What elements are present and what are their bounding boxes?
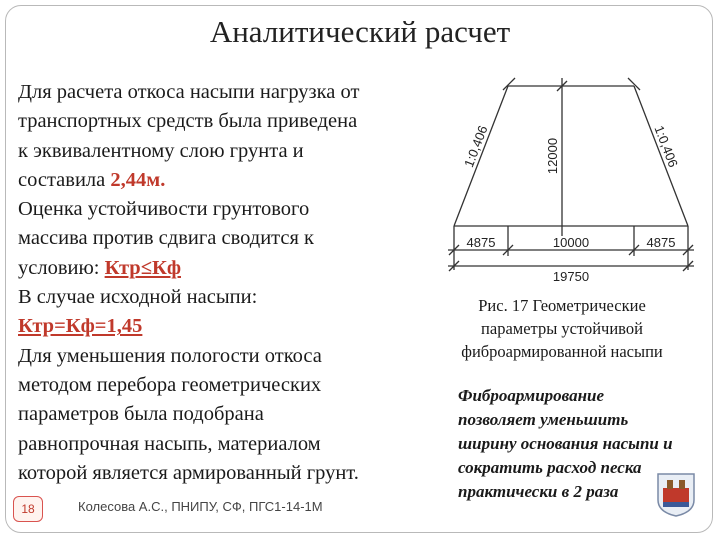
caption-line: Рис. 17 Геометрические xyxy=(478,296,646,315)
page-number: 18 xyxy=(13,496,43,522)
stability-condition: Ктр≤Кф xyxy=(104,256,181,279)
dim-label-right: 4875 xyxy=(646,235,676,250)
body-line: Для расчета откоса насыпи нагрузка от xyxy=(18,81,360,103)
body-line: Для уменьшения пологости откоса xyxy=(18,344,322,367)
footer-author: Колесова А.С., ПНИПУ, СФ, ПГС1-14-1М xyxy=(78,499,323,514)
university-logo-icon xyxy=(654,470,698,518)
body-line xyxy=(18,166,438,195)
body-line: В случае исходной насыпи: xyxy=(18,286,258,309)
body-line xyxy=(18,254,438,283)
dim-label-total: 19750 xyxy=(552,269,590,284)
body-line: параметров была подобрана xyxy=(18,403,264,426)
body-line: методом перебора геометрических xyxy=(18,373,322,396)
body-line xyxy=(18,312,438,341)
body-line-text: условию: xyxy=(18,256,105,279)
dim-label-left: 4875 xyxy=(466,235,496,250)
dim-tick xyxy=(503,78,515,90)
body-text xyxy=(18,78,438,488)
body-line: равнопрочная насыпь, материалом xyxy=(18,432,321,455)
right-slope-line xyxy=(634,86,688,226)
note-line: ширину основания насыпи и xyxy=(458,434,673,453)
caption-line: параметры устойчивой xyxy=(481,319,643,338)
dim-label-center: 10000 xyxy=(552,235,590,250)
note-line: сократить расход песка xyxy=(458,458,642,477)
slide-title: Аналитический расчет xyxy=(209,14,511,49)
body-line: к эквивалентному слою грунта и xyxy=(18,139,304,162)
load-value: 2,44м. xyxy=(110,168,166,191)
body-line-text: составила xyxy=(18,168,111,191)
caption-line: фиброармированной насыпи xyxy=(461,342,663,361)
left-slope-line xyxy=(454,86,508,226)
body-line: транспортных средств была приведена xyxy=(18,110,358,133)
body-line: которой является армированный грунт. xyxy=(18,461,359,484)
slope-label-left: 1:0,406 xyxy=(461,123,491,170)
body-line: массива против сдвига сводится к xyxy=(18,227,314,250)
body-line: Оценка устойчивости грунтового xyxy=(18,198,310,221)
note-line: позволяет уменьшить xyxy=(458,410,629,429)
figure-caption xyxy=(432,294,692,363)
note-line: Фиброармирование xyxy=(458,386,605,405)
slope-label-right: 1:0,406 xyxy=(651,123,681,170)
embankment-diagram xyxy=(440,70,702,288)
note-line: практически в 2 раза xyxy=(458,482,619,501)
height-label: 12000 xyxy=(545,137,560,175)
coefficient-value: Ктр=Кф=1,45 xyxy=(18,315,143,338)
dim-tick xyxy=(628,78,640,90)
